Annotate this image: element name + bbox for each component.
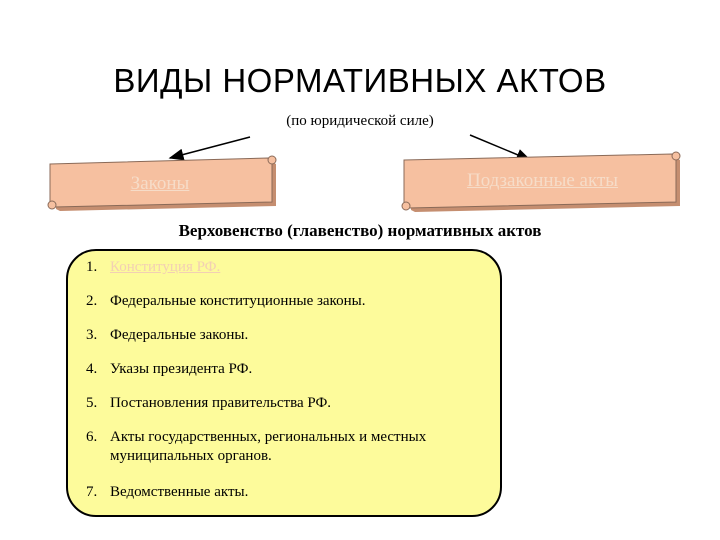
page-title: ВИДЫ НОРМАТИВНЫХ АКТОВ <box>113 62 607 99</box>
list-item-text: Ведомственные акты. <box>110 484 249 500</box>
category-link-laws[interactable]: Законы <box>130 173 190 194</box>
list-item-number: 3. <box>86 327 98 343</box>
list-item-text: Акты государственных, региональных и местных муниципальных органов. <box>110 429 427 464</box>
list-item-number: 4. <box>86 361 98 377</box>
category-link-bylaws[interactable]: Подзаконные акты <box>466 170 619 191</box>
list-item-number: 2. <box>86 293 98 309</box>
constitution-link[interactable]: Конституция РФ. <box>110 259 221 275</box>
arrow-right <box>470 135 530 160</box>
list-item-number: 1. <box>86 259 98 275</box>
list-item-number: 7. <box>86 484 98 500</box>
arrow-left <box>170 137 250 158</box>
list-item-text: Постановления правительства РФ. <box>110 395 332 411</box>
list-item-number: 5. <box>86 395 98 411</box>
list-item-text: Федеральные конституционные законы. <box>110 293 366 309</box>
list-item-number: 6. <box>86 429 98 445</box>
hierarchy-box <box>66 249 502 517</box>
list-item-text: Указы президента РФ. <box>110 361 253 377</box>
supremacy-heading: Верховенство (главенство) нормативных актов <box>178 221 542 240</box>
subtitle: (по юридической силе) <box>286 113 434 129</box>
list-item-text: Федеральные законы. <box>110 327 249 343</box>
